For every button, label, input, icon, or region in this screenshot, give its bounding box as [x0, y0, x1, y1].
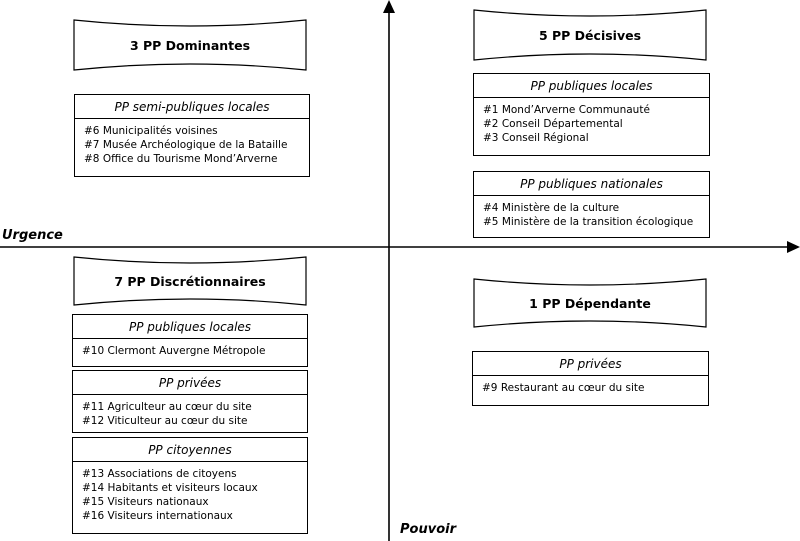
banner-dependante: [473, 277, 707, 329]
vertical-axis-arrow: [383, 0, 395, 13]
list-item: #8 Office du Tourisme Mond’Arverne: [84, 153, 278, 165]
list-item: #2 Conseil Départemental: [483, 118, 623, 130]
group-header: PP privées: [73, 371, 307, 395]
group-items: [474, 98, 709, 145]
group-semi-publiques-locales: [74, 94, 310, 177]
group-header: PP publiques locales: [73, 315, 307, 339]
banner-dominantes: [73, 18, 307, 72]
list-item: #7 Musée Archéologique de la Bataille: [84, 139, 288, 151]
group-items: [473, 376, 708, 395]
list-item: #10 Clermont Auvergne Métropole: [82, 345, 266, 357]
group-items: [73, 395, 307, 428]
group-header: PP publiques nationales: [474, 172, 709, 196]
group-publiques-locales-bas: [72, 314, 308, 367]
group-header: PP publiques locales: [474, 74, 709, 98]
group-publiques-locales: [473, 73, 710, 156]
group-header: PP semi-publiques locales: [75, 95, 309, 119]
list-item: #5 Ministère de la transition écologique: [483, 216, 694, 228]
horizontal-axis-arrow: [787, 241, 800, 253]
list-item: #1 Mond’Arverne Communauté: [483, 104, 650, 116]
group-header: PP privées: [473, 352, 708, 376]
group-privees-bas: [72, 370, 308, 433]
banner-discretionnaires: [73, 255, 307, 307]
group-publiques-nationales: [473, 171, 710, 238]
list-item: #12 Viticulteur au cœur du site: [82, 415, 248, 427]
list-item: #16 Visiteurs internationaux: [82, 510, 233, 522]
banner-decisives: [473, 8, 707, 62]
banner-title: 3 PP Dominantes: [129, 37, 251, 53]
group-items: [73, 339, 307, 358]
banner-title: 5 PP Décisives: [538, 27, 642, 43]
list-item: #14 Habitants et visiteurs locaux: [82, 482, 258, 494]
y-axis-label: Pouvoir: [400, 522, 456, 537]
list-item: #3 Conseil Régional: [483, 132, 589, 144]
group-items: [73, 462, 307, 523]
banner-title: 7 PP Discrétionnaires: [114, 273, 266, 289]
group-items: [75, 119, 309, 166]
group-items: [474, 196, 709, 229]
list-item: #13 Associations de citoyens: [82, 468, 237, 480]
list-item: #9 Restaurant au cœur du site: [482, 382, 645, 394]
list-item: #11 Agriculteur au cœur du site: [82, 401, 252, 413]
list-item: #6 Municipalités voisines: [84, 125, 218, 137]
x-axis-label: Urgence: [2, 228, 63, 243]
list-item: #15 Visiteurs nationaux: [82, 496, 209, 508]
list-item: #4 Ministère de la culture: [483, 202, 620, 214]
group-privees-droite: [472, 351, 709, 406]
group-header: PP citoyennes: [73, 438, 307, 462]
group-citoyennes: [72, 437, 308, 534]
banner-title: 1 PP Dépendante: [529, 295, 651, 311]
